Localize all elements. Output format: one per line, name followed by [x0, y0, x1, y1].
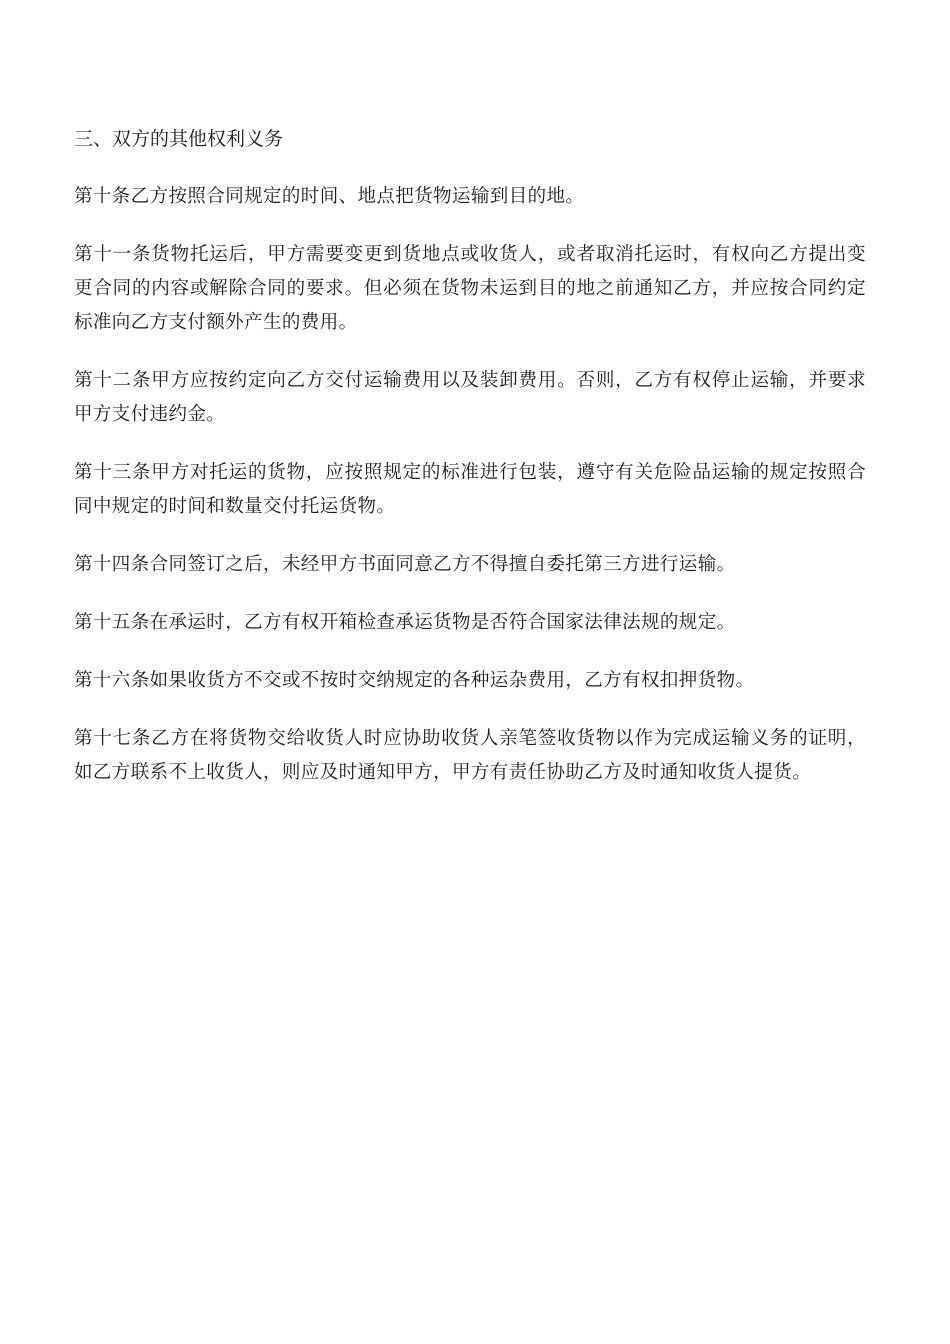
clause-12: 第十二条甲方应按约定向乙方交付运输费用以及装卸费用。否则，乙方有权停止运输，并要求甲方支付违约金。 — [74, 370, 866, 425]
document-body — [74, 122, 866, 814]
section-heading: 三、双方的其他权利义务 — [74, 128, 284, 150]
clause-17: 第十七条乙方在将货物交给收货人时应协助收货人亲笔签收货物以作为完成运输义务的证明，如乙方联系不上收货人，则应及时通知甲方，甲方有责任协助乙方及时通知收货人提货。 — [74, 728, 866, 783]
clause-10: 第十条乙方按照合同规定的时间、地点把货物运输到目的地。 — [74, 186, 585, 207]
clause-11: 第十一条货物托运后，甲方需要变更到货地点或收货人，或者取消托运时，有权向乙方提出变更合同的内容或解除合同的要求。但必须在货物未运到目的地之前通知乙方，并应按合同约定标准向乙方支付额外产生的费用。 — [74, 244, 866, 333]
clause-15: 第十五条在承运时，乙方有权开箱检查承运货物是否符合国家法律法规的规定。 — [74, 612, 736, 633]
clause-13: 第十三条甲方对托运的货物，应按照规定的标准进行包装，遵守有关危险品运输的规定按照合同中规定的时间和数量交付托运货物。 — [74, 462, 866, 517]
clause-16: 第十六条如果收货方不交或不按时交纳规定的各种运杂费用，乙方有权扣押货物。 — [74, 670, 755, 691]
clause-14: 第十四条合同签订之后，未经甲方书面同意乙方不得擅自委托第三方进行运输。 — [74, 554, 736, 575]
